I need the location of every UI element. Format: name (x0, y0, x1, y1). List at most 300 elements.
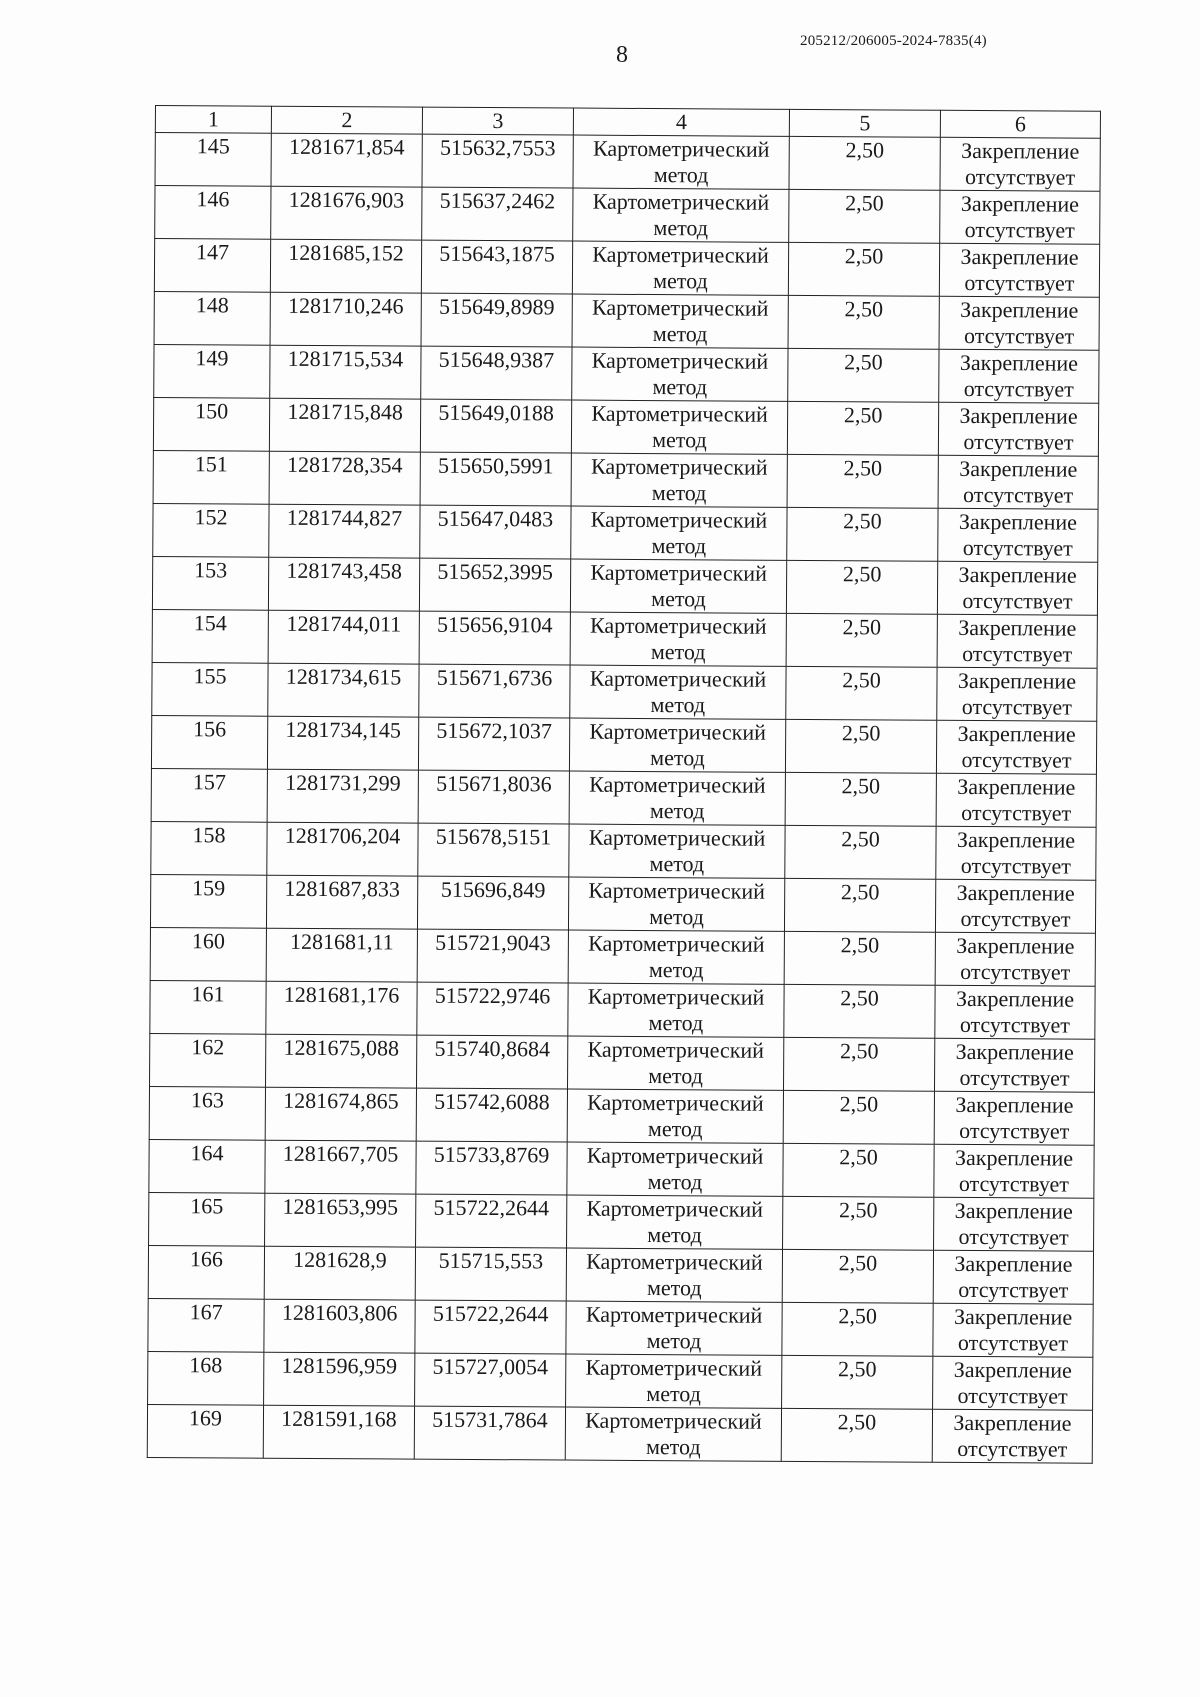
accuracy-cell (789, 136, 940, 190)
method-cell (565, 1407, 781, 1461)
method-cell-text: Картометрический метод (588, 824, 766, 877)
method-cell-text: Картометрический метод (586, 1195, 764, 1248)
fixing-description-cell (936, 720, 1096, 774)
method-cell (571, 453, 787, 507)
y-coordinate-cell (419, 611, 570, 665)
accuracy-cell-text: 2,50 (837, 1409, 877, 1435)
method-cell-text: Картометрический метод (587, 1089, 764, 1142)
method-cell-text: Картометрический метод (592, 135, 770, 188)
table-row (155, 133, 1100, 192)
method-cell-text: Картометрический метод (588, 877, 766, 930)
point-number-cell (154, 344, 270, 398)
y-coordinate-cell-text: 515715,553 (438, 1247, 544, 1274)
table-row (150, 1033, 1095, 1092)
x-coordinate-cell (265, 1193, 416, 1247)
accuracy-cell-text: 2,50 (840, 985, 879, 1011)
x-coordinate-cell-text: 1281671,854 (288, 133, 405, 160)
point-number-cell-text: 151 (194, 451, 228, 477)
coordinates-table (147, 105, 1101, 1464)
fixing-description-cell-text: Закрепление отсутствует (957, 667, 1077, 720)
x-coordinate-cell-text: 1281675,088 (283, 1034, 400, 1061)
method-cell (568, 877, 784, 931)
x-coordinate-cell-text: 1281744,011 (286, 610, 402, 637)
x-coordinate-cell-text: 1281685,152 (288, 239, 404, 266)
table-row (153, 450, 1098, 509)
header-col-1: 1 (155, 106, 271, 134)
method-cell-text: Картометрический метод (589, 718, 766, 771)
x-coordinate-cell (270, 345, 421, 399)
method-cell (570, 612, 786, 666)
y-coordinate-cell (415, 1247, 566, 1301)
coordinates-table-wrapper (147, 105, 1101, 1464)
accuracy-cell (788, 242, 939, 296)
accuracy-cell (789, 189, 940, 243)
y-coordinate-cell-text: 515672,1037 (436, 717, 553, 744)
accuracy-cell (782, 1249, 933, 1303)
accuracy-cell (787, 454, 938, 508)
x-coordinate-cell (271, 186, 422, 240)
point-number-cell (147, 1404, 263, 1458)
y-coordinate-cell-text: 515721,9043 (435, 929, 551, 956)
accuracy-cell-text: 2,50 (839, 1038, 879, 1064)
method-cell-text: Картометрический метод (587, 1036, 765, 1089)
method-cell-text: Картометрический метод (585, 1407, 762, 1460)
y-coordinate-cell-text: 515742,6088 (434, 1088, 550, 1115)
accuracy-cell (783, 1090, 934, 1144)
table-row (151, 715, 1096, 774)
fixing-description-cell-text: Закрепление отсутствует (960, 243, 1079, 296)
accuracy-cell-text: 2,50 (845, 190, 884, 216)
x-coordinate-cell (271, 133, 422, 187)
y-coordinate-cell (421, 240, 572, 294)
x-coordinate-cell-text: 1281681,176 (283, 981, 400, 1008)
fixing-description-cell-text: Закрепление отсутствует (960, 296, 1079, 349)
table-row (151, 821, 1096, 880)
accuracy-cell (781, 1408, 932, 1462)
point-number-cell (154, 239, 270, 293)
y-coordinate-cell (422, 187, 573, 241)
fixing-description-cell-text: Закрепление отсутствует (960, 190, 1080, 243)
point-number-cell (153, 397, 269, 451)
y-coordinate-cell (415, 1300, 566, 1354)
method-cell-text: Картометрический метод (586, 1248, 763, 1301)
method-cell (567, 1036, 783, 1090)
point-number-cell-text: 152 (194, 504, 228, 530)
x-coordinate-cell-text: 1281674,865 (283, 1087, 399, 1114)
y-coordinate-cell (420, 505, 571, 559)
method-cell (566, 1301, 782, 1355)
accuracy-cell-text: 2,50 (840, 932, 880, 958)
accuracy-cell (784, 931, 935, 985)
fixing-description-cell (937, 667, 1097, 721)
x-coordinate-cell (266, 1034, 417, 1088)
point-number-cell (155, 186, 271, 240)
fixing-description-cell (940, 190, 1100, 244)
fixing-description-cell-text: Закрепление отсутствует (958, 614, 1077, 667)
x-coordinate-cell (264, 1299, 415, 1353)
x-coordinate-cell (264, 1352, 415, 1406)
point-number-cell-text: 160 (191, 928, 225, 954)
fixing-description-cell-text: Закрепление отсутствует (959, 402, 1078, 455)
y-coordinate-cell-text: 515740,8684 (434, 1035, 551, 1062)
x-coordinate-cell (264, 1246, 415, 1300)
table-row (148, 1245, 1093, 1304)
y-coordinate-cell-text: 515722,9746 (434, 982, 551, 1009)
x-coordinate-cell-text: 1281591,168 (281, 1405, 397, 1432)
method-cell (569, 718, 785, 772)
point-number-cell-text: 163 (190, 1087, 224, 1113)
x-coordinate-cell-text: 1281676,903 (288, 186, 405, 213)
accuracy-cell-text: 2,50 (838, 1197, 878, 1223)
header-col-6: 6 (940, 110, 1100, 138)
y-coordinate-cell (416, 1194, 567, 1248)
fixing-description-cell (936, 773, 1096, 827)
method-cell-text: Картометрический метод (590, 506, 768, 559)
method-cell-text: Картометрический метод (586, 1142, 764, 1195)
accuracy-cell (785, 825, 936, 879)
y-coordinate-cell-text: 515652,3995 (437, 558, 553, 585)
point-number-cell-text: 161 (191, 981, 225, 1007)
fixing-description-cell-text: Закрепление отсутствует (959, 455, 1078, 508)
method-cell (566, 1354, 782, 1408)
y-coordinate-cell (414, 1406, 565, 1460)
method-cell (573, 135, 789, 189)
point-number-cell-text: 162 (191, 1034, 225, 1060)
x-coordinate-cell (267, 716, 418, 770)
x-coordinate-cell-text: 1281596,959 (281, 1352, 398, 1379)
method-cell-text: Картометрический метод (592, 241, 769, 294)
point-number-cell-text: 154 (193, 610, 227, 636)
point-number-cell (152, 556, 268, 610)
accuracy-cell-text: 2,50 (842, 667, 881, 693)
accuracy-cell (783, 1143, 934, 1197)
point-number-cell (150, 927, 266, 981)
y-coordinate-cell-text: 515671,8036 (436, 770, 552, 797)
fixing-description-cell (934, 1144, 1094, 1198)
method-cell-text: Картометрический метод (591, 347, 769, 400)
y-coordinate-cell (416, 1141, 567, 1195)
method-cell-text: Картометрический метод (591, 400, 768, 453)
fixing-description-cell-text: Закрепление отсутствует (955, 985, 1075, 1038)
point-number-cell (148, 1245, 264, 1299)
point-number-cell (149, 1086, 265, 1140)
point-number-cell-text: 148 (195, 292, 229, 318)
point-number-cell-text: 167 (189, 1299, 223, 1325)
point-number-cell (150, 874, 266, 928)
fixing-description-cell-text: Закрепление отсутствует (956, 826, 1076, 879)
y-coordinate-cell (416, 1035, 567, 1089)
header-col-3: 3 (422, 107, 573, 135)
x-coordinate-cell (268, 610, 419, 664)
fixing-description-cell-text: Закрепление отсутствует (954, 1250, 1073, 1303)
accuracy-cell-text: 2,50 (840, 879, 880, 905)
accuracy-cell (783, 1037, 934, 1091)
y-coordinate-cell (418, 770, 569, 824)
fixing-description-cell-text: Закрепление отсутствует (953, 1409, 1072, 1462)
fixing-description-cell (939, 296, 1099, 350)
point-number-cell (150, 1033, 266, 1087)
point-number-cell-text: 159 (192, 875, 226, 901)
method-cell-text: Картометрический метод (589, 665, 767, 718)
point-number-cell (150, 980, 266, 1034)
y-coordinate-cell (420, 452, 571, 506)
y-coordinate-cell (416, 1088, 567, 1142)
point-number-cell (153, 450, 269, 504)
accuracy-cell-text: 2,50 (843, 402, 883, 428)
table-row (155, 186, 1100, 245)
method-cell (572, 347, 788, 401)
y-coordinate-cell (418, 717, 569, 771)
y-coordinate-cell (417, 876, 568, 930)
table-row (154, 344, 1099, 403)
y-coordinate-cell-text: 515656,9104 (437, 611, 553, 638)
accuracy-cell (787, 401, 938, 455)
point-number-cell (149, 1192, 265, 1246)
accuracy-cell-text: 2,50 (841, 826, 880, 852)
point-number-cell-text: 155 (193, 663, 227, 689)
x-coordinate-cell-text: 1281687,833 (284, 875, 401, 902)
y-coordinate-cell (418, 823, 569, 877)
x-coordinate-cell (267, 822, 418, 876)
y-coordinate-cell-text: 515722,2644 (433, 1194, 550, 1221)
header-col-2: 2 (271, 106, 422, 134)
table-row (149, 1086, 1094, 1145)
method-cell (572, 241, 788, 295)
fixing-description-cell-text: Закрепление отсутствует (955, 1091, 1074, 1144)
accuracy-cell (788, 295, 939, 349)
x-coordinate-cell-text: 1281744,827 (286, 504, 403, 531)
fixing-description-cell (935, 879, 1095, 933)
method-cell (567, 1142, 783, 1196)
fixing-description-cell-text: Закрепление отсутствует (954, 1144, 1074, 1197)
accuracy-cell-text: 2,50 (842, 561, 882, 587)
method-cell (567, 1089, 783, 1143)
y-coordinate-cell-text: 515696,849 (440, 876, 546, 903)
x-coordinate-cell-text: 1281734,615 (285, 663, 402, 690)
x-coordinate-cell-text: 1281728,354 (286, 451, 403, 478)
accuracy-cell (784, 878, 935, 932)
x-coordinate-cell-text: 1281706,204 (284, 822, 401, 849)
accuracy-cell (783, 1196, 934, 1250)
method-cell (570, 559, 786, 613)
y-coordinate-cell (419, 558, 570, 612)
fixing-description-cell (932, 1409, 1092, 1463)
x-coordinate-cell-text: 1281603,806 (281, 1299, 398, 1326)
point-number-cell-text: 169 (188, 1405, 223, 1431)
point-number-cell (152, 609, 268, 663)
fixing-description-cell-text: Закрепление отсутствует (958, 508, 1078, 561)
accuracy-cell-text: 2,50 (841, 773, 881, 799)
fixing-description-cell-text: Закрепление отсутствует (956, 932, 1075, 985)
y-coordinate-cell-text: 515647,0483 (437, 505, 554, 532)
x-coordinate-cell (270, 292, 421, 346)
table-row (154, 239, 1099, 298)
point-number-cell-text: 149 (195, 345, 229, 371)
method-cell-text: Картометрический метод (590, 453, 768, 506)
fixing-description-cell (933, 1250, 1093, 1304)
x-coordinate-cell-text: 1281628,9 (293, 1246, 387, 1273)
page-number: 8 (616, 42, 628, 68)
point-number-cell-text: 153 (194, 557, 228, 583)
fixing-description-cell-text: Закрепление отсутствует (956, 879, 1075, 932)
accuracy-cell-text: 2,50 (843, 508, 882, 534)
y-coordinate-cell (417, 929, 568, 983)
method-cell (567, 1195, 783, 1249)
accuracy-cell-text: 2,50 (844, 296, 884, 322)
table-row (152, 662, 1097, 721)
accuracy-cell-text: 2,50 (844, 243, 884, 269)
x-coordinate-cell (269, 504, 420, 558)
point-number-cell-text: 147 (196, 239, 230, 265)
y-coordinate-cell-text: 515731,7864 (432, 1406, 548, 1433)
y-coordinate-cell-text: 515648,9387 (438, 346, 555, 373)
y-coordinate-cell-text: 515671,6736 (436, 664, 553, 691)
method-cell (571, 506, 787, 560)
method-cell-text: Картометрический метод (592, 188, 770, 241)
method-cell-text: Картометрический метод (589, 771, 766, 824)
fixing-description-cell (937, 561, 1097, 615)
x-coordinate-cell-text: 1281710,246 (287, 292, 404, 319)
table-body (147, 133, 1100, 1464)
fixing-description-cell (938, 402, 1098, 456)
fixing-description-cell (939, 243, 1099, 297)
fixing-description-cell-text: Закрепление отсутствует (954, 1197, 1073, 1250)
y-coordinate-cell (420, 399, 571, 453)
y-coordinate-cell (419, 664, 570, 718)
x-coordinate-cell-text: 1281681,11 (289, 928, 394, 955)
fixing-description-cell-text: Закрепление отсутствует (953, 1356, 1072, 1409)
fixing-description-cell (938, 508, 1098, 562)
fixing-description-cell (938, 455, 1098, 509)
point-number-cell-text: 150 (195, 398, 229, 424)
point-number-cell (152, 662, 268, 716)
x-coordinate-cell-text: 1281715,848 (287, 398, 403, 425)
accuracy-cell (785, 719, 936, 773)
accuracy-cell-text: 2,50 (845, 137, 885, 163)
method-cell-text: Картометрический метод (585, 1354, 763, 1407)
x-coordinate-cell-text: 1281653,995 (282, 1193, 399, 1220)
table-row (153, 397, 1098, 456)
y-coordinate-cell (421, 293, 572, 347)
point-number-cell-text: 164 (190, 1140, 224, 1166)
y-coordinate-cell-text: 515722,2644 (432, 1300, 549, 1327)
method-cell-text: Картометрический метод (591, 294, 769, 347)
point-number-cell-text: 146 (196, 186, 230, 212)
accuracy-cell-text: 2,50 (839, 1144, 878, 1170)
method-cell (568, 930, 784, 984)
fixing-description-cell (939, 349, 1099, 403)
method-cell (569, 771, 785, 825)
fixing-description-cell-text: Закрепление отсутствует (959, 349, 1079, 402)
x-coordinate-cell-text: 1281715,534 (287, 345, 404, 372)
x-coordinate-cell (267, 769, 418, 823)
point-number-cell-text: 145 (196, 133, 230, 159)
point-number-cell (151, 768, 267, 822)
point-number-cell-text: 166 (189, 1246, 224, 1272)
table-row (150, 874, 1095, 933)
table-row (148, 1298, 1093, 1357)
accuracy-cell (782, 1302, 933, 1356)
fixing-description-cell (935, 932, 1095, 986)
fixing-description-cell-text: Закрепление отсутствует (955, 1038, 1074, 1091)
accuracy-cell-text: 2,50 (842, 614, 882, 640)
method-cell (570, 665, 786, 719)
fixing-description-cell-text: Закрепление отсутствует (957, 773, 1076, 826)
accuracy-cell (782, 1355, 933, 1409)
y-coordinate-cell-text: 515733,8769 (433, 1141, 550, 1168)
x-coordinate-cell (268, 663, 419, 717)
accuracy-cell (786, 560, 937, 614)
point-number-cell-text: 165 (190, 1193, 224, 1219)
fixing-description-cell (940, 137, 1100, 191)
x-coordinate-cell (268, 557, 419, 611)
accuracy-cell (786, 613, 937, 667)
table-row (150, 927, 1095, 986)
accuracy-cell-text: 2,50 (843, 455, 883, 481)
y-coordinate-cell-text: 515649,8989 (438, 293, 555, 320)
method-cell-text: Картометрический метод (587, 983, 765, 1036)
table-row (152, 609, 1097, 668)
y-coordinate-cell (421, 346, 572, 400)
table-row (150, 980, 1095, 1039)
method-cell-text: Картометрический метод (590, 559, 767, 612)
x-coordinate-cell-text: 1281667,705 (282, 1140, 399, 1167)
y-coordinate-cell-text: 515650,5991 (437, 452, 554, 479)
fixing-description-cell (934, 1197, 1094, 1251)
fixing-description-cell (935, 985, 1095, 1039)
fixing-description-cell (934, 1091, 1094, 1145)
method-cell (566, 1248, 782, 1302)
x-coordinate-cell (265, 1087, 416, 1141)
x-coordinate-cell (269, 451, 420, 505)
y-coordinate-cell-text: 515637,2462 (439, 187, 556, 214)
x-coordinate-cell (266, 981, 417, 1035)
point-number-cell (148, 1298, 264, 1352)
fixing-description-cell-text: Закрепление отсутствует (953, 1303, 1073, 1356)
fixing-description-cell (937, 614, 1097, 668)
x-coordinate-cell (270, 239, 421, 293)
x-coordinate-cell (266, 928, 417, 982)
y-coordinate-cell-text: 515643,1875 (439, 240, 555, 267)
point-number-cell (151, 821, 267, 875)
accuracy-cell-text: 2,50 (838, 1303, 877, 1329)
table-row (154, 291, 1099, 350)
method-cell (569, 824, 785, 878)
table-row (152, 556, 1097, 615)
table-row (147, 1404, 1092, 1463)
accuracy-cell-text: 2,50 (844, 349, 883, 375)
accuracy-cell (788, 348, 939, 402)
method-cell (571, 400, 787, 454)
accuracy-cell-text: 2,50 (837, 1356, 877, 1382)
fixing-description-cell (933, 1356, 1093, 1410)
x-coordinate-cell (266, 875, 417, 929)
fixing-description-cell (933, 1303, 1093, 1357)
x-coordinate-cell-text: 1281743,458 (286, 557, 402, 584)
x-coordinate-cell (269, 398, 420, 452)
accuracy-cell (786, 666, 937, 720)
y-coordinate-cell (417, 982, 568, 1036)
method-cell-text: Картометрический метод (585, 1301, 763, 1354)
accuracy-cell (787, 507, 938, 561)
accuracy-cell (785, 772, 936, 826)
fixing-description-cell-text: Закрепление отсутствует (958, 561, 1077, 614)
x-coordinate-cell (263, 1405, 414, 1459)
method-cell-text: Картометрический метод (588, 930, 765, 983)
method-cell (573, 188, 789, 242)
table-row (151, 768, 1096, 827)
fixing-description-cell-text: Закрепление отсутствует (961, 137, 1080, 190)
